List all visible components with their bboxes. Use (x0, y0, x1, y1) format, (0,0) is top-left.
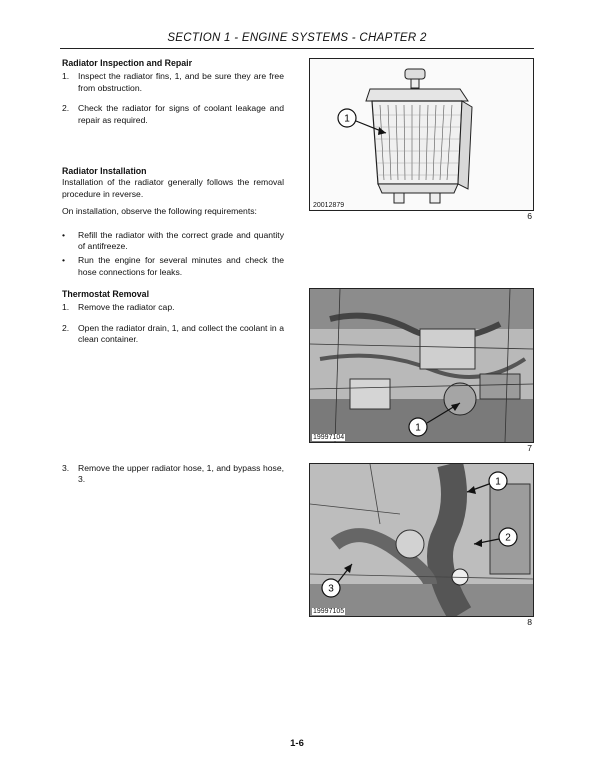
removal-step-3 (62, 463, 284, 486)
step-number: 3. (62, 463, 70, 473)
figure-6-radiator (309, 58, 534, 211)
figure-number: 6 (527, 211, 532, 221)
bullet-text: Run the engine for several minutes and check the hose connections for leaks. (78, 255, 284, 277)
installation-requirements-intro: On installation, observe the following requirements: (62, 206, 257, 217)
callout-label: 1 (344, 113, 350, 125)
removal-step-2 (62, 323, 284, 346)
thermostat-removal-section (62, 289, 284, 355)
radiator-installation-section (62, 166, 284, 281)
thermostat-removal-heading: Thermostat Removal (62, 289, 150, 299)
figure-number: 7 (527, 443, 532, 453)
inspection-step-2 (62, 103, 284, 126)
removal-step-1 (62, 302, 284, 313)
callout-label: 2 (505, 532, 511, 544)
bullet-symbol: • (62, 255, 66, 266)
step-number: 1. (62, 71, 70, 82)
page-header: SECTION 1 - ENGINE SYSTEMS - CHAPTER 2 (167, 32, 427, 44)
step-text: Open the radiator drain, 1, and collect the coolant in a clean container. (78, 322, 284, 345)
figure-code: 19997104 (313, 434, 345, 441)
removal-step-3-block (62, 463, 284, 495)
page-number: 1-6 (290, 738, 304, 749)
requirement-bullet-1 (62, 230, 284, 253)
figure-code: 20012879 (313, 202, 345, 209)
callout-label: 1 (415, 422, 421, 434)
radiator-installation-heading: Radiator Installation (62, 166, 147, 176)
step-number: 1. (62, 302, 70, 313)
inspection-step-1 (62, 71, 284, 94)
callout-label: 1 (495, 476, 501, 488)
engine-drain-photo (310, 289, 533, 442)
header-rule (60, 48, 534, 49)
requirement-bullet-2 (62, 255, 284, 278)
figure-code: 19997105 (313, 608, 345, 615)
figure-number: 8 (527, 617, 532, 627)
radiator-inspection-heading: Radiator Inspection and Repair (62, 58, 193, 68)
bullet-text: Refill the radiator with the correct grade and quantity of antifreeze. (78, 229, 284, 252)
step-number: 2. (62, 103, 70, 114)
step-text: Remove the upper radiator hose, 1, and bypass hose, 3. (78, 463, 284, 485)
radiator-illustration (310, 59, 533, 210)
figure-8-radiator-hoses (309, 463, 534, 617)
figure-7-radiator-drain (309, 288, 534, 443)
step-text: Inspect the radiator fins, 1, and be sure they are free from obstruction. (78, 71, 284, 93)
callout-label: 3 (328, 583, 334, 595)
step-text: Check the radiator for signs of coolant leakage and repair as required. (78, 103, 284, 125)
step-text: Remove the radiator cap. (78, 302, 175, 313)
installation-paragraph: Installation of the radiator generally follows the removal procedure in reverse. (62, 177, 284, 199)
step-number: 2. (62, 322, 70, 333)
radiator-hoses-photo (310, 464, 533, 616)
bullet-symbol: • (62, 229, 66, 240)
radiator-inspection-section (62, 58, 284, 135)
